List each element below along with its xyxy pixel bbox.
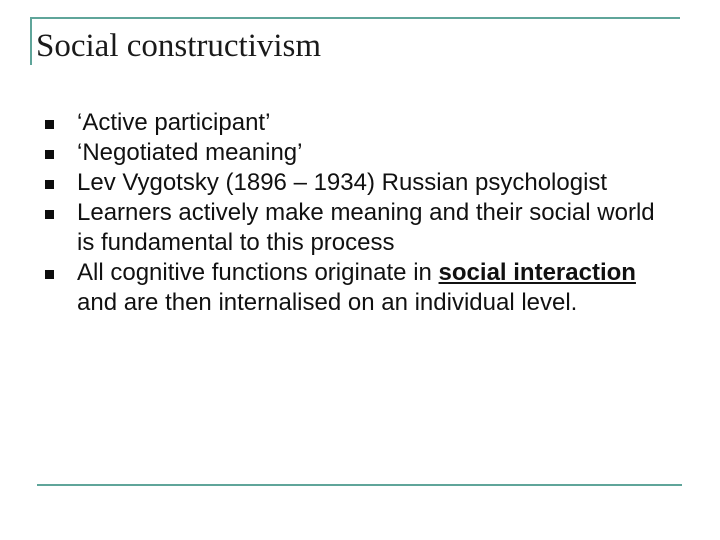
title-rule-top (30, 17, 680, 19)
title-rule-left (30, 17, 32, 65)
bottom-rule (37, 484, 682, 486)
bullet-item-2 (44, 138, 664, 168)
bullet-text: Learners actively make meaning and their social world is fundamental to this process (77, 199, 655, 256)
bullet-text: All cognitive functions originate in (77, 259, 439, 286)
bullet-text: ‘Negotiated meaning’ (77, 139, 303, 166)
square-bullet-icon (45, 210, 54, 219)
bullet-item-1 (44, 108, 664, 138)
bullet-list (44, 108, 664, 318)
square-bullet-icon (45, 180, 54, 189)
square-bullet-icon (45, 120, 54, 129)
slide-title: Social constructivism (36, 28, 322, 64)
bullet-item-5 (44, 258, 664, 318)
bullet-text: ‘Active participant’ (77, 109, 271, 136)
square-bullet-icon (45, 270, 54, 279)
bullet-item-3 (44, 168, 664, 198)
bullet-text: Lev Vygotsky (1896 – 1934) Russian psychologist (77, 169, 608, 196)
bullet-item-4 (44, 198, 664, 258)
bullet-emphasis: social interaction (438, 259, 636, 286)
square-bullet-icon (45, 150, 54, 159)
bullet-text: and are then internalised on an individual level. (77, 289, 578, 316)
